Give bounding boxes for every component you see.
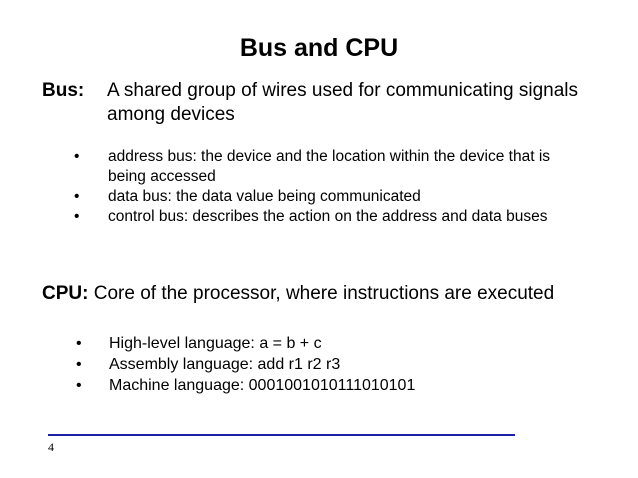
cpu-label: CPU: [42, 283, 89, 304]
lang-item-text: High-level language: a = b + c [109, 335, 322, 352]
bus-item-text: data bus: the data value being communicated [108, 188, 421, 205]
bus-item-text: control bus: describes the action on the address and data buses [108, 208, 548, 225]
bullet-icon: • [74, 148, 80, 165]
bus-list-item-control [74, 207, 578, 227]
slide-title: Bus and CPU [239, 34, 399, 62]
footer-divider [48, 434, 515, 436]
cpu-line [42, 282, 554, 306]
lang-item-text: Machine language: 0001001010111010101 [109, 377, 416, 394]
lang-list-item-assembly [76, 354, 415, 375]
bus-bullet-list [74, 147, 578, 227]
bus-label: Bus: [42, 80, 85, 101]
language-bullet-list [76, 333, 415, 396]
bullet-icon: • [76, 356, 82, 373]
cpu-definition: Core of the processor, where instructions are executed [88, 283, 555, 304]
bus-definition: A shared group of wires used for communicating signals among devices [107, 80, 579, 125]
bus-item-text: address bus: the device and the location within the device that is being accessed [108, 148, 551, 185]
bus-list-item-data [74, 187, 578, 207]
page-number: 4 [48, 440, 54, 454]
bullet-icon: • [74, 208, 80, 225]
lang-list-item-machine [76, 375, 415, 396]
lang-list-item-high-level [76, 333, 415, 354]
bullet-icon: • [76, 377, 82, 394]
bus-list-item-address [74, 147, 578, 187]
lang-item-text: Assembly language: add r1 r2 r3 [109, 356, 341, 373]
bullet-icon: • [76, 335, 82, 352]
bullet-icon: • [74, 188, 80, 205]
